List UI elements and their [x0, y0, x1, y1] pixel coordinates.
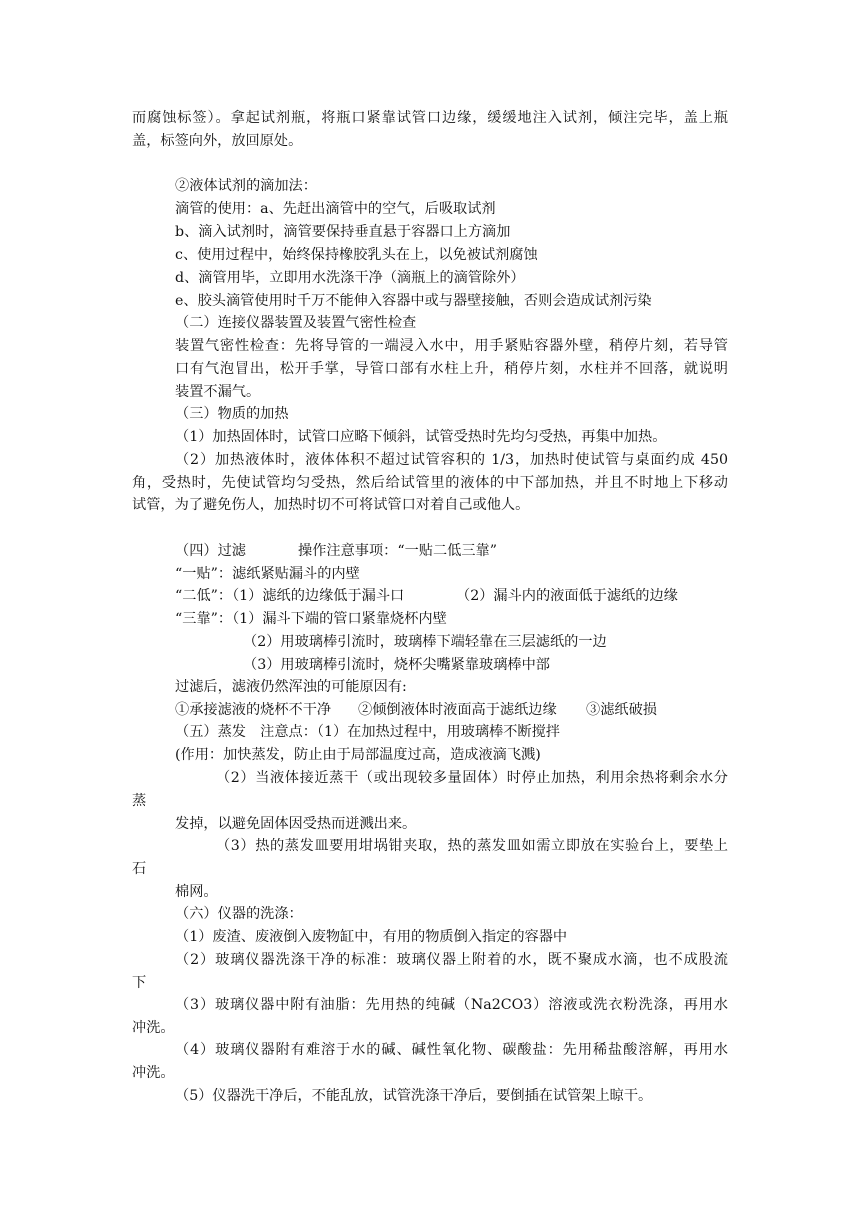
text-line: （3）玻璃仪器中附有油脂：先用热的纯碱（Na2CO3）溶液或洗衣粉洗涤，再用水 [175, 997, 728, 1013]
text-line: 蒸 [132, 793, 147, 809]
text-line: 试管，为了避免伤人，加热时切不可将试管口对着自己或他人。 [132, 497, 530, 513]
text-line: ③滤纸破损 [586, 702, 657, 718]
text-line: （1）加热固体时，试管口应略下倾斜，试管受热时先均匀受热，再集中加热。 [175, 429, 667, 445]
text-line: b、滴入试剂时，滴管要保持垂直悬于容器口上方滴加 [175, 224, 511, 240]
text-line: 下 [132, 975, 147, 991]
text-line: e、胶头滴管使用时千万不能伸入容器中或与器壁接触，否则会造成试剂污染 [175, 293, 652, 309]
text-line: c、使用过程中，始终保持橡胶乳头在上，以免被试剂腐蚀 [175, 247, 538, 263]
text-line: 发掉，以避免固体因受热而迸溅出来。 [175, 816, 417, 832]
text-line: 角，受热时，先使试管均匀受热，然后给试管里的液体的中下部加热，并且不时地上下移动 [132, 475, 728, 491]
text-line: 冲洗。 [132, 1065, 175, 1081]
text-line: d、滴管用毕，立即用水洗涤干净（滴瓶上的滴管除外） [175, 270, 525, 286]
text-line: 口有气泡冒出，松开手掌，导管口部有水柱上升，稍停片刻，水柱并不回落，就说明 [175, 361, 728, 377]
section-heading: （五）蒸发 注意点：（1）在加热过程中，用玻璃棒不断搅拌 [175, 724, 560, 740]
text-line: “一贴”：滤纸紧贴漏斗的内壁 [175, 566, 360, 582]
text-line: （4）玻璃仪器附有难溶于水的碱、碱性氧化物、碳酸盐：先用稀盐酸溶解，再用水 [175, 1042, 728, 1058]
text-line: ①承接滤液的烧杯不干净 [175, 702, 332, 718]
text-line: （3）热的蒸发皿要用坩埚钳夹取，热的蒸发皿如需立即放在实验台上，要垫上 [216, 838, 728, 854]
text-line: 装置气密性检查：先将导管的一端浸入水中，用手紧贴容器外壁，稍停片刻，若导管 [175, 338, 728, 354]
section-heading: （六）仪器的洗涤： [175, 906, 303, 922]
text-line: 滴管的使用：a、先赶出滴管中的空气，后吸取试剂 [175, 201, 496, 217]
text-line: （1）废渣、废液倒入废物缸中，有用的物质倒入指定的容器中 [175, 929, 568, 945]
section-heading: ②液体试剂的滴加法： [175, 178, 317, 194]
text-line: 石 [132, 861, 147, 877]
text-line: （2）加热液体时，液体体积不超过试管容积的 1/3，加热时使试管与桌面约成 450 [175, 452, 728, 468]
text-line: “二低”：（1）滤纸的边缘低于漏斗口 [175, 588, 405, 604]
text-line: 装置不漏气。 [175, 384, 261, 400]
text-line: “三靠”：（1）漏斗下端的管口紧靠烧杯内壁 [175, 611, 447, 627]
text-line: 盖，标签向外，放回原处。 [132, 133, 303, 149]
text-line: （3）用玻璃棒引流时，烧杯尖嘴紧靠玻璃棒中部 [243, 657, 550, 673]
text-line: （2）当液体接近蒸干（或出现较多量固体）时停止加热，利用余热将剩余水分 [216, 770, 728, 786]
text-line: 冲洗。 [132, 1020, 175, 1036]
section-heading: （四）过滤 [175, 543, 246, 559]
section-heading: （二）连接仪器装置及装置气密性检查 [175, 315, 417, 331]
text-line: 棉网。 [175, 884, 218, 900]
text-line: 而腐蚀标签）。拿起试剂瓶，将瓶口紧靠试管口边缘，缓缓地注入试剂，倾注完毕，盖上瓶 [132, 110, 728, 126]
text-line: （5）仪器洗干净后，不能乱放，试管洗涤干净后，要倒插在试管架上晾干。 [175, 1088, 653, 1104]
text-line: 过滤后，滤液仍然浑浊的可能原因有: [175, 679, 407, 695]
text-line: （2）用玻璃棒引流时，玻璃棒下端轻靠在三层滤纸的一边 [243, 634, 607, 650]
text-line: （2）漏斗内的液面低于滤纸的边缘 [456, 588, 678, 604]
text-line: （2）玻璃仪器洗涤干净的标准：玻璃仪器上附着的水，既不聚成水滴，也不成股流 [175, 952, 728, 968]
text-line: (作用：加快蒸发，防止由于局部温度过高，造成液滴飞溅) [175, 747, 541, 763]
text-line: ②倾倒液体时液面高于滤纸边缘 [358, 702, 557, 718]
section-heading: （三）物质的加热 [175, 406, 289, 422]
text-line: 操作注意事项：“一贴二低三靠” [298, 543, 497, 559]
